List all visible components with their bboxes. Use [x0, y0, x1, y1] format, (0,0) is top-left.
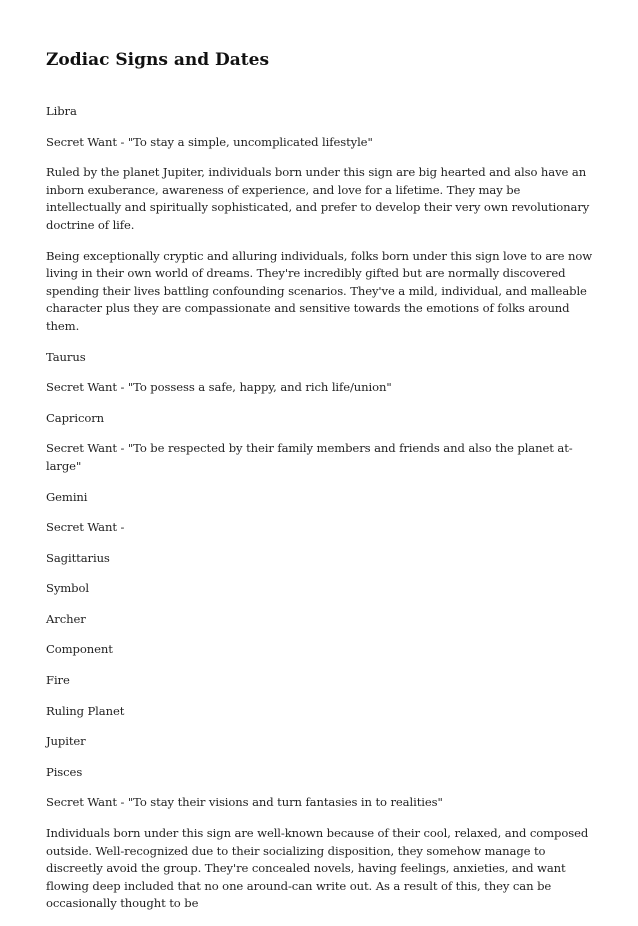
paragraph: Jupiter [46, 734, 86, 749]
paragraph: Secret Want - "To stay a simple, uncomplicated lifestyle" [46, 134, 373, 149]
document-page [46, 48, 598, 926]
paragraph: Gemini [46, 489, 88, 504]
page-title: Zodiac Signs and Dates [46, 50, 270, 70]
paragraph: Pisces [46, 764, 83, 779]
paragraph: Taurus [46, 349, 86, 364]
paragraph: Libra [46, 104, 77, 118]
paragraph: Symbol [46, 581, 89, 596]
paragraph: Secret Want - "To stay their visions and turn fantasies in to realities" [46, 795, 443, 810]
paragraph: Fire [46, 673, 70, 688]
paragraph: Ruled by the planet Jupiter, individuals born under this sign are big hearted and also have an inborn exuberance, awareness of experience, and love for a lifetime. They may be intellectually and spiritually sophisticated, and prefer to develop their very own revolutionary doctrine of life. [46, 165, 590, 232]
paragraph: Being exceptionally cryptic and alluring individuals, folks born under this sign love to are now living in their own world of dreams. They're incredibly gifted but are normally discovered spending their lives battling confounding scenarios. They've a mild, individual, and malleable character plus they are compassionate and sensitive towards the emotions of folks around them. [46, 248, 593, 333]
paragraph: Secret Want - "To be respected by their family members and friends and also the planet at-large" [46, 441, 573, 473]
paragraph: Sagittarius [46, 550, 110, 565]
paragraph: Individuals born under this sign are well-known because of their cool, relaxed, and composed outside. Well-recognized due to their socializing disposition, they somehow manage to discreetly avoid the group. They're concealed novels, having feelings, anxieties, and want flowing deep included that no one around-can write out. As a result of this, they can be occasionally thought to be [46, 826, 589, 911]
paragraph: Component [46, 642, 113, 657]
paragraph: Capricorn [46, 410, 105, 425]
document-body [46, 103, 598, 913]
paragraph: Secret Want - "To possess a safe, happy, and rich life/union" [46, 380, 392, 395]
paragraph: Secret Want - [46, 520, 125, 535]
paragraph: Ruling Planet [46, 703, 125, 718]
paragraph: Archer [46, 611, 86, 626]
